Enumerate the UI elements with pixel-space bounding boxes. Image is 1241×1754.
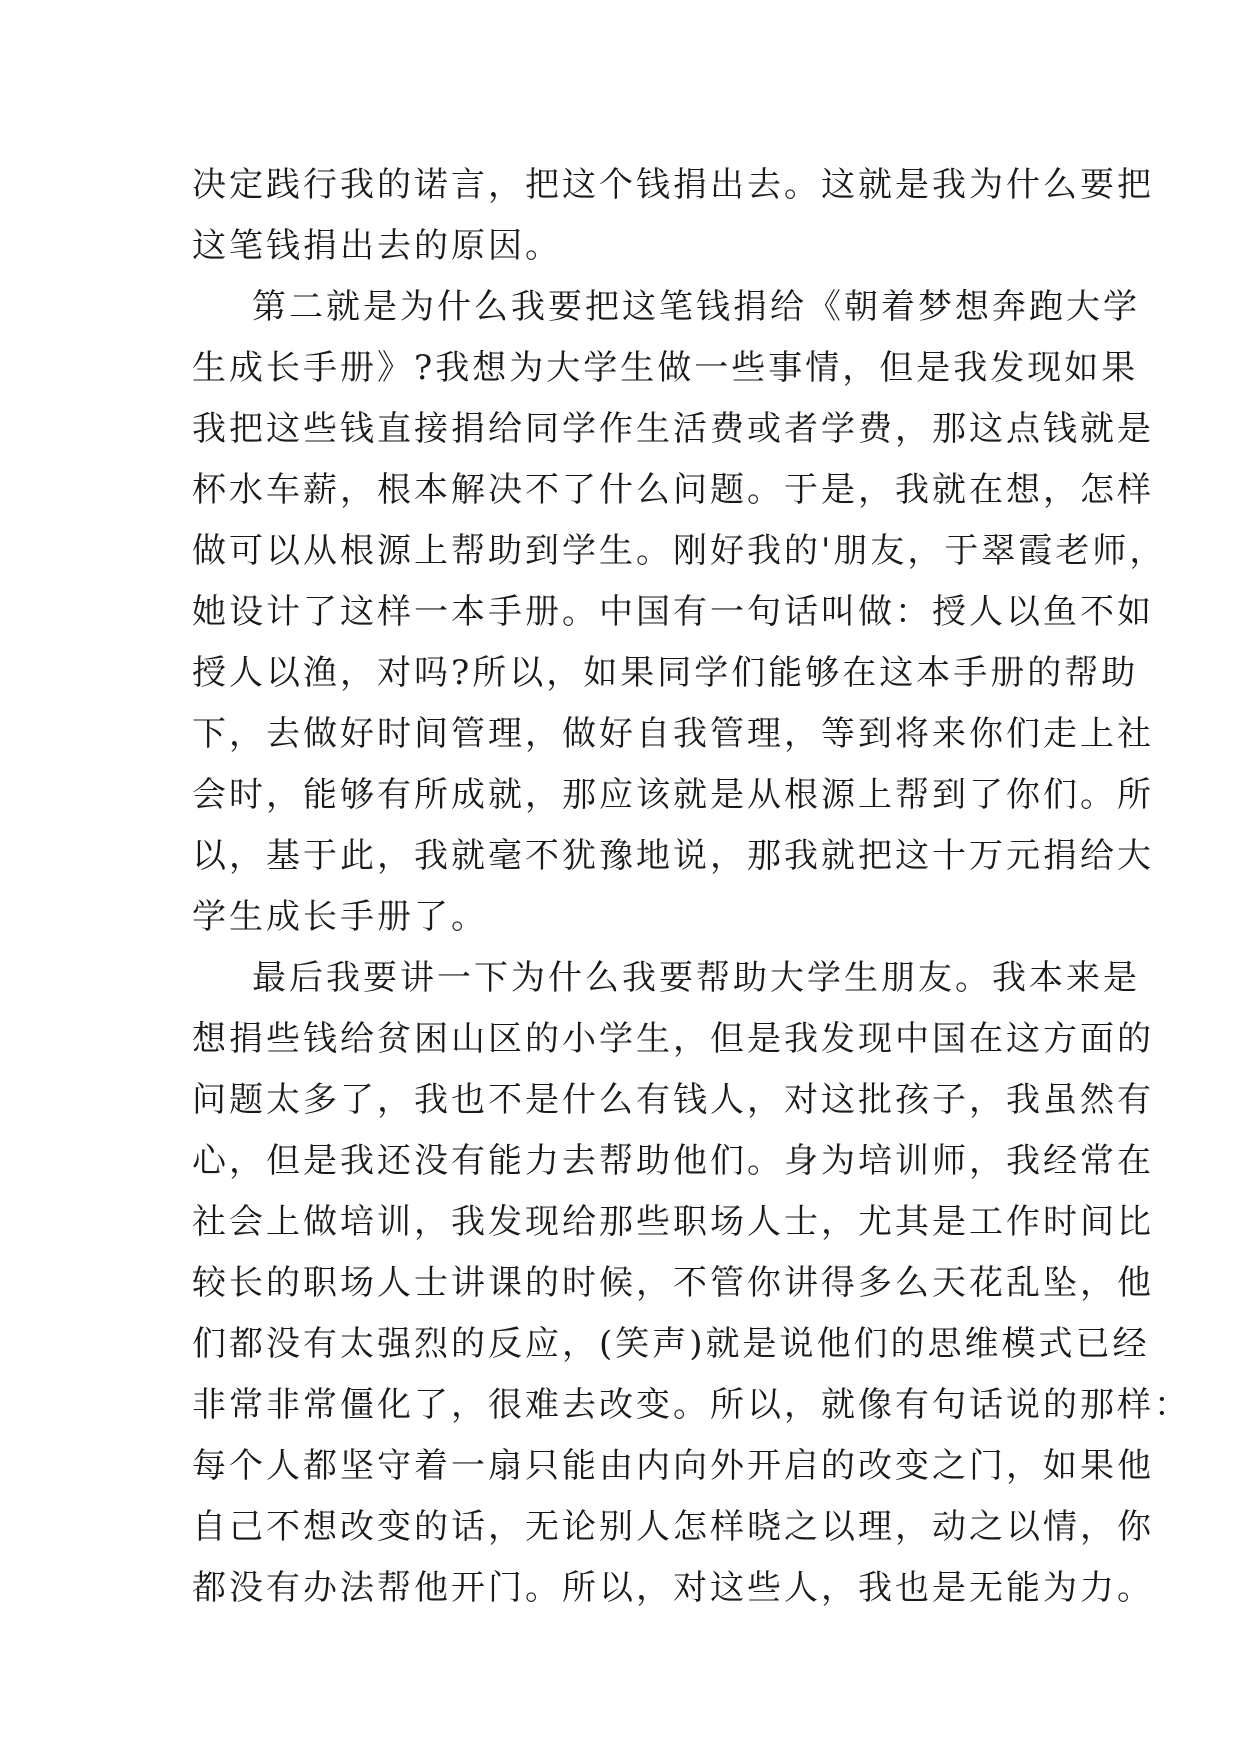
paragraph-1 xyxy=(192,155,1154,277)
text-line: 最后我要讲一下为什么我要帮助大学生朋友。我本来是 xyxy=(252,958,1140,998)
text-line: 第二就是为什么我要把这笔钱捐给《朝着梦想奔跑大学 xyxy=(252,287,1140,327)
text-line: 授人以渔，对吗?所以，如果同学们能够在这本手册的帮助 xyxy=(192,653,1139,693)
text-line: 做可以从根源上帮助到学生。刚好我的'朋友，于翠霞老师， xyxy=(192,531,1167,571)
text-line: 想捐些钱给贫困山区的小学生，但是我发现中国在这方面的 xyxy=(192,1019,1154,1059)
text-line: 杯水车薪，根本解决不了什么问题。于是，我就在想，怎样 xyxy=(192,470,1154,510)
text-line: 决定践行我的诺言，把这个钱捐出去。这就是我为什么要把 xyxy=(192,165,1154,205)
text-line: 问题太多了，我也不是什么有钱人，对这批孩子，我虽然有 xyxy=(192,1080,1154,1120)
paragraph-3 xyxy=(192,948,1191,1619)
text-line: 社会上做培训，我发现给那些职场人士，尤其是工作时间比 xyxy=(192,1202,1154,1242)
text-line: 会时，能够有所成就，那应该就是从根源上帮到了你们。所 xyxy=(192,775,1154,815)
text-line: 我把这些钱直接捐给同学作生活费或者学费，那这点钱就是 xyxy=(192,409,1154,449)
text-line: 下，去做好时间管理，做好自我管理，等到将来你们走上社 xyxy=(192,714,1154,754)
text-line: 心，但是我还没有能力去帮助他们。身为培训师，我经常在 xyxy=(192,1141,1154,1181)
text-line: 每个人都坚守着一扇只能由内向外开启的改变之门，如果他 xyxy=(192,1446,1154,1486)
text-line: 这笔钱捐出去的原因。 xyxy=(192,226,562,266)
text-line: 较长的职场人士讲课的时候，不管你讲得多么天花乱坠，他 xyxy=(192,1263,1154,1303)
text-line: 自己不想改变的话，无论别人怎样晓之以理，动之以情，你 xyxy=(192,1507,1154,1547)
text-line: 以，基于此，我就毫不犹豫地说，那我就把这十万元捐给大 xyxy=(192,836,1154,876)
text-line: 非常非常僵化了，很难去改变。所以，就像有句话说的那样： xyxy=(192,1385,1191,1425)
document-page xyxy=(192,155,1191,1619)
text-line: 们都没有太强烈的反应，(笑声)就是说他们的思维模式已经 xyxy=(192,1324,1150,1364)
paragraph-2 xyxy=(192,277,1167,948)
text-line: 都没有办法帮他开门。所以，对这些人，我也是无能为力。 xyxy=(192,1568,1154,1608)
text-line: 她设计了这样一本手册。中国有一句话叫做：授人以鱼不如 xyxy=(192,592,1154,632)
text-line: 学生成长手册了。 xyxy=(192,897,488,937)
text-line: 生成长手册》?我想为大学生做一些事情，但是我发现如果 xyxy=(192,348,1139,388)
